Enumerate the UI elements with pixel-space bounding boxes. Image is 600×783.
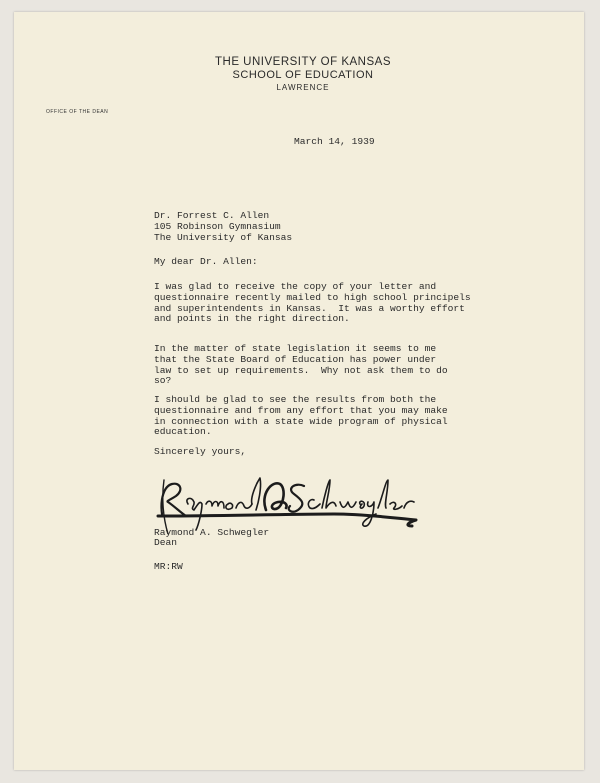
paragraph-2: In the matter of state legislation it seems to me that the State Board of Education has power under law to set up requirements. Why not ask them to do so?: [154, 343, 448, 387]
letterhead: [14, 56, 592, 94]
university-name: THE UNIVERSITY OF KANSAS: [214, 56, 391, 68]
recipient-name: Dr. Forrest C. Allen: [154, 210, 270, 221]
city-name: LAWRENCE: [276, 83, 330, 92]
closing: Sincerely yours,: [154, 446, 247, 457]
recipient-address-line-2: The University of Kansas: [154, 231, 293, 243]
office-label: OFFICE OF THE DEAN: [46, 109, 109, 115]
reference-initials: MR:RW: [154, 561, 183, 572]
school-name: SCHOOL OF EDUCATION: [232, 69, 374, 81]
paragraph-3: I should be glad to see the results from both the questionnaire and from any effort that you may make in connection with a state wide program of physical education.: [154, 394, 448, 438]
recipient-address-line-1: 105 Robinson Gymnasium: [154, 220, 281, 232]
recipient-address: [154, 211, 292, 243]
salutation: My dear Dr. Allen:: [154, 256, 258, 267]
letter-page: [14, 12, 584, 770]
signer-name: Raymond A. Schwegler: [154, 527, 270, 538]
signer-title: Dean: [154, 537, 178, 548]
letter-date: March 14, 1939: [294, 136, 375, 147]
paragraph-1: I was glad to receive the copy of your letter and questionnaire recently mailed to high school principels and superintendents in Kansas. It was a worthy effort and points in the right direction.: [154, 281, 471, 325]
handwritten-signature: [154, 474, 419, 534]
